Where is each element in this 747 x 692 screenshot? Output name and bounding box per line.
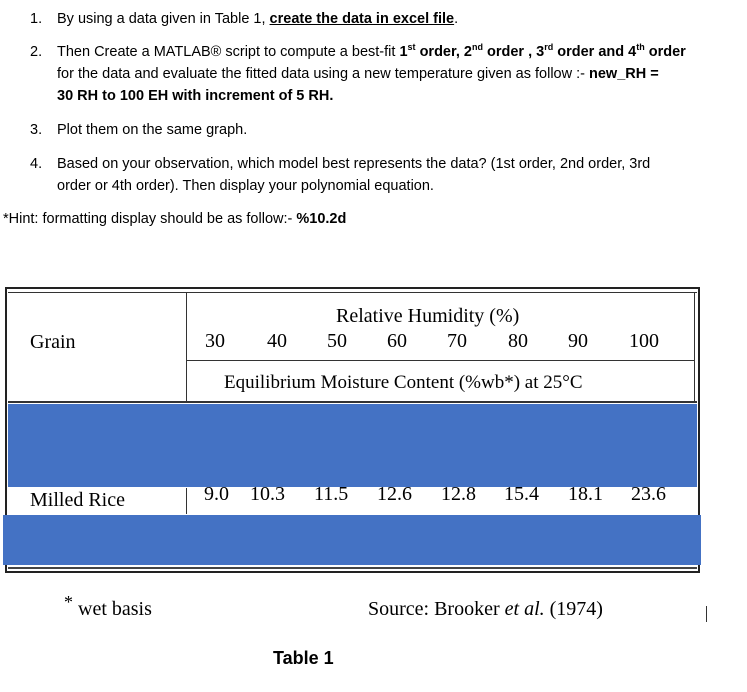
item-1-text: By using a data given in Table 1, create the data in excel file.: [57, 11, 459, 27]
rh-value-60: 60: [387, 330, 407, 352]
emc-header: Equilibrium Moisture Content (%wb*) at 25°C: [224, 372, 583, 393]
highlight-block-bottom: [3, 515, 701, 565]
emc-value: 10.3: [250, 483, 285, 505]
item-4-number: 4.: [30, 156, 43, 172]
source-citation: Source: Brooker et al. (1974): [368, 598, 603, 620]
grain-header: Grain: [30, 331, 76, 353]
table-caption: Table 1: [273, 648, 334, 668]
rh-value-50: 50: [327, 330, 347, 352]
rh-header: Relative Humidity (%): [336, 305, 520, 327]
item-1-number: 1.: [30, 11, 43, 27]
rh-value-80: 80: [508, 330, 528, 352]
rh-value-70: 70: [447, 330, 467, 352]
table-column-divider-row: [186, 488, 187, 514]
item-4-line-2: order or 4th order). Then display your polynomial equation.: [57, 178, 434, 194]
table-bottom-rule: [8, 567, 697, 569]
footnote-mark: *: [64, 592, 73, 612]
emc-value: 9.0: [204, 483, 229, 505]
emc-value: 12.6: [377, 483, 412, 505]
emc-value: 15.4: [504, 483, 539, 505]
item-3-number: 3.: [30, 122, 43, 138]
item-2-number: 2.: [30, 44, 43, 60]
table-right-inner-rule: [694, 292, 695, 402]
footnote-text: wet basis: [78, 598, 152, 620]
rh-value-90: 90: [568, 330, 588, 352]
emc-value: 23.6: [631, 483, 666, 505]
rh-value-30: 30: [205, 330, 225, 352]
item-3-text: Plot them on the same graph.: [57, 122, 248, 138]
rh-underline: [187, 360, 694, 361]
emc-value: 11.5: [314, 483, 349, 505]
emc-value: 12.8: [441, 483, 476, 505]
table-column-divider: [186, 292, 187, 402]
row-label-milled-rice: Milled Rice: [30, 489, 125, 511]
rh-value-100: 100: [629, 330, 659, 352]
text-cursor: [706, 606, 707, 622]
rh-value-40: 40: [267, 330, 287, 352]
item-2-line-3: 30 RH to 100 EH with increment of 5 RH.: [57, 88, 334, 104]
item-2-line-2: for the data and evaluate the fitted data using a new temperature given as follow :- new_RH =: [57, 66, 659, 82]
hint-text: *Hint: formatting display should be as follow:- %10.2d: [3, 211, 347, 227]
highlight-block-top: [8, 404, 697, 487]
header-bottom-rule: [8, 401, 697, 403]
emc-value: 18.1: [568, 483, 603, 505]
table-top-inner-rule: [8, 292, 697, 293]
item-4-line-1: Based on your observation, which model best represents the data? (1st order, 2nd order, 3rd: [57, 156, 651, 172]
item-2-line-1: Then Create a MATLAB® script to compute a best-fit 1st order, 2nd order , 3rd order and 4th order: [57, 42, 686, 60]
